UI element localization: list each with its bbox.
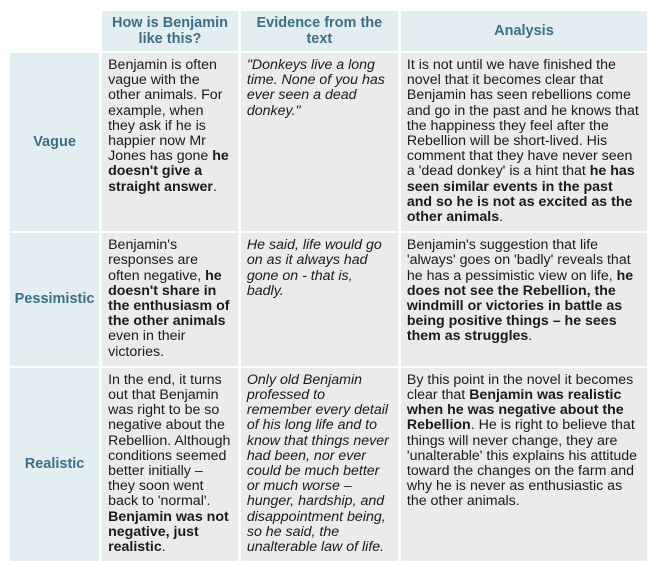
evidence-cell: "Donkeys live a long time. None of you has ever seen a dead donkey." bbox=[241, 53, 398, 231]
how-end: even in their victories. bbox=[108, 328, 186, 360]
header-evidence: Evidence from the text bbox=[241, 11, 398, 51]
analysis-end: . bbox=[528, 328, 533, 345]
analysis-bold: Benjamin was realistic when he was negative about the Rebellion bbox=[406, 387, 624, 434]
analysis-text: It is not until we have finished the novel that it becomes clear that Benjamin has seen rebellions come and go in the past and he knows that the happiness they feel after the Rebellion will be short-lived. His comment that they have never seen a 'dead donkey' is a hint that bbox=[406, 57, 639, 180]
analysis-cell bbox=[401, 233, 647, 366]
how-cell bbox=[102, 233, 238, 366]
analysis-text: By this point in the novel it becomes clear that bbox=[406, 371, 634, 404]
evidence-cell: He said, life would go on as it always had gone on - that is, badly. bbox=[241, 233, 398, 366]
how-text: Benjamin's responses are often negative, bbox=[108, 237, 206, 284]
table-row-vague bbox=[10, 53, 647, 231]
analysis-bold: he does not see the Rebellion, the windmill or victories in battle as being positive things – he sees them as struggles bbox=[406, 267, 634, 345]
header-corner bbox=[10, 11, 99, 51]
header-how: How is Benjamin like this? bbox=[102, 11, 238, 51]
analysis-cell bbox=[401, 53, 647, 231]
header-analysis: Analysis bbox=[401, 11, 647, 51]
analysis-text: Benjamin's suggestion that life 'always' goes on 'badly' reveals that he has a pessimistic view on life, bbox=[406, 237, 631, 284]
row-label: Realistic bbox=[10, 368, 99, 561]
header-row bbox=[10, 11, 647, 51]
how-end: . bbox=[161, 539, 166, 556]
row-label: Pessimistic bbox=[10, 233, 99, 366]
how-cell bbox=[102, 53, 238, 231]
how-bold: he doesn't share in the enthusiasm of the other animals bbox=[108, 267, 230, 330]
analysis-table bbox=[7, 9, 650, 563]
table-row-pessimistic bbox=[10, 233, 647, 366]
how-end: . bbox=[212, 178, 217, 195]
table-row-realistic bbox=[10, 368, 647, 561]
how-cell bbox=[102, 368, 238, 561]
how-bold: Benjamin was not negative, just realistic bbox=[108, 508, 229, 556]
analysis-cell bbox=[401, 368, 647, 561]
how-bold: he doesn't give a straight answer bbox=[108, 148, 229, 195]
analysis-end: . He is right to believe that things will never change, they are 'unalterable' this explains his attitude toward the changes on the farm and why he is never as enthusiastic as the other animals. bbox=[406, 417, 638, 510]
row-label: Vague bbox=[10, 53, 99, 231]
analysis-end: . bbox=[499, 209, 504, 226]
how-text: In the end, it turns out that Benjamin was right to be so negative about the Rebellion. Although conditions seemed better initially – they soon went back to 'normal'. bbox=[108, 371, 231, 510]
analysis-bold: he has seen similar events in the past and so he is not as excited as the other animals bbox=[406, 163, 635, 226]
how-text: Benjamin is often vague with the other animals. For example, when they ask if he is happier now Mr Jones has gone bbox=[108, 57, 223, 165]
evidence-cell: Only old Benjamin professed to remember every detail of his long life and to know that things never had been, nor ever could be much better or much worse – hunger, hardship, and disappointment being, so he said, the unalterable law of life. bbox=[241, 368, 398, 561]
